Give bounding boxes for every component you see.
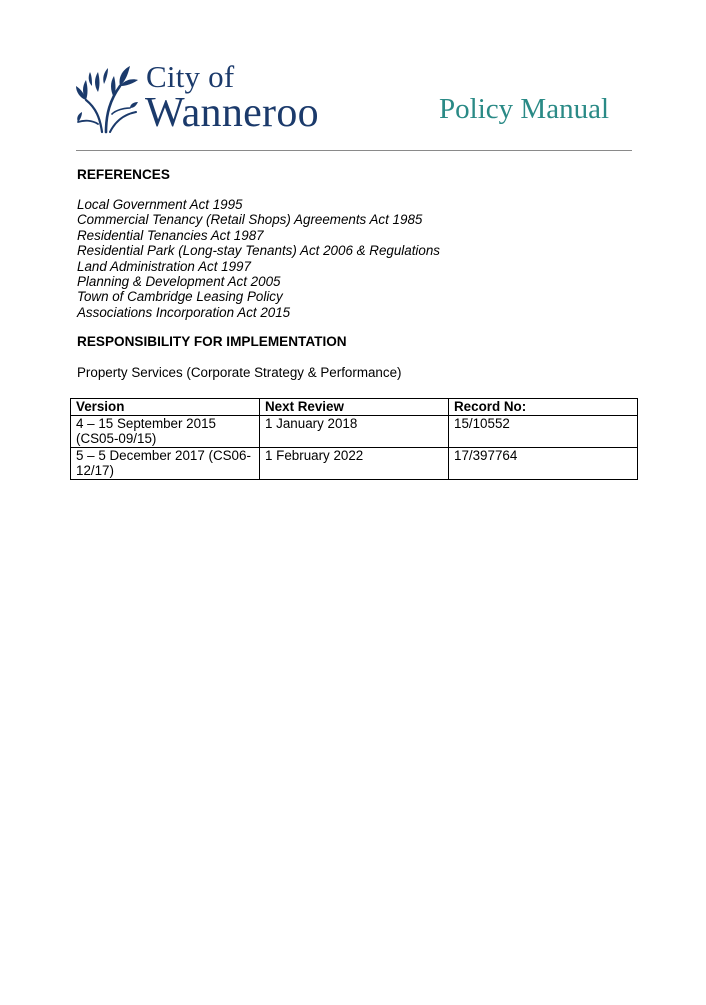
column-header-version: Version xyxy=(71,399,260,416)
table-row xyxy=(71,415,638,447)
reference-item: Residential Park (Long-stay Tenants) Act 2006 & Regulations xyxy=(77,243,440,259)
record-no-cell: 15/10552 xyxy=(449,415,638,447)
reference-item: Residential Tenancies Act 1987 xyxy=(77,227,264,243)
next-review-cell: 1 February 2022 xyxy=(260,447,449,479)
responsibility-text: Property Services (Corporate Strategy & Performance) xyxy=(77,365,402,381)
page-header xyxy=(0,0,706,152)
reference-item: Land Administration Act 1997 xyxy=(77,258,251,274)
table-row xyxy=(71,447,638,479)
reference-item: Town of Cambridge Leasing Policy xyxy=(77,289,283,305)
kangaroo-paw-logo-icon xyxy=(76,64,138,134)
document-body xyxy=(77,166,637,382)
version-table xyxy=(70,398,638,480)
logo-wanneroo-text: Wanneroo xyxy=(145,90,319,136)
table-header-row xyxy=(71,399,638,416)
reference-item: Planning & Development Act 2005 xyxy=(77,274,281,290)
reference-item: Commercial Tenancy (Retail Shops) Agreements Act 1985 xyxy=(77,212,423,228)
record-no-cell: 17/397764 xyxy=(449,447,638,479)
responsibility-heading: RESPONSIBILITY FOR IMPLEMENTATION xyxy=(77,334,347,350)
next-review-cell: 1 January 2018 xyxy=(260,415,449,447)
references-heading: REFERENCES xyxy=(77,167,170,182)
logo-city-text: City of xyxy=(146,59,235,94)
column-header-next-review: Next Review xyxy=(260,399,449,416)
version-cell: 5 – 5 December 2017 (CS06-12/17) xyxy=(71,447,260,479)
page-title: Policy Manual xyxy=(439,93,609,125)
header-divider xyxy=(76,150,632,151)
references-list xyxy=(77,197,637,320)
reference-item: Local Government Act 1995 xyxy=(77,197,243,212)
column-header-record-no: Record No: xyxy=(449,399,638,416)
version-cell: 4 – 15 September 2015 (CS05-09/15) xyxy=(71,415,260,447)
reference-item: Associations Incorporation Act 2015 xyxy=(77,304,291,320)
